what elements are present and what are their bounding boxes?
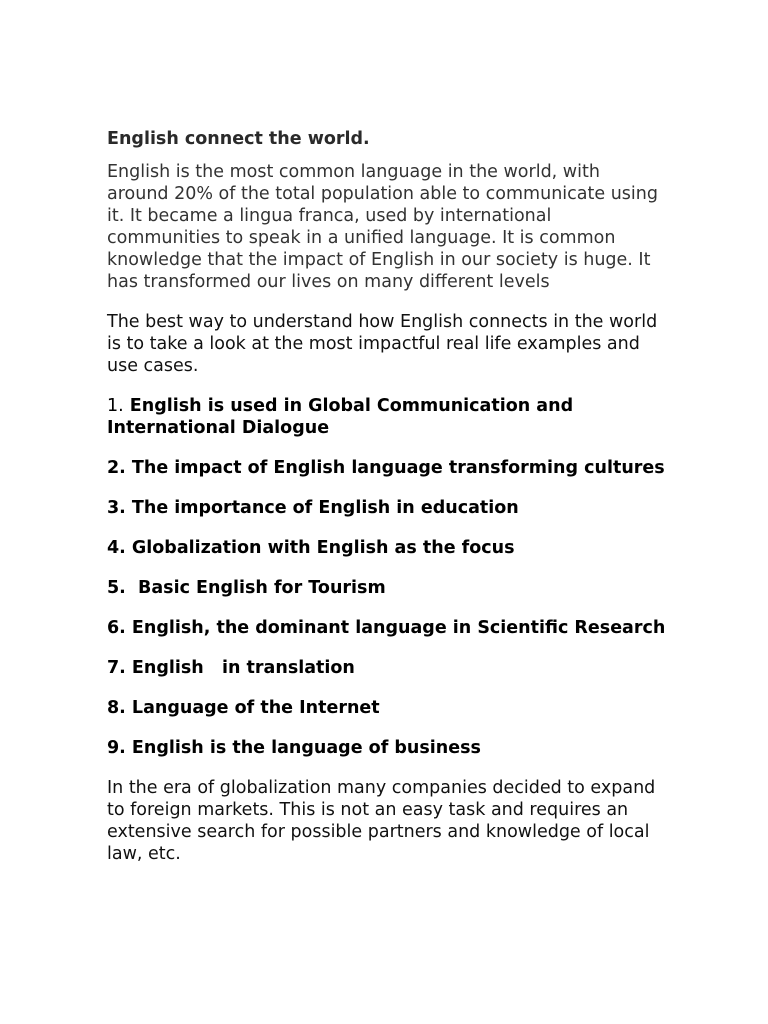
list-item-1 <box>107 395 667 439</box>
document-page <box>107 128 667 883</box>
list-text: Language of the Internet <box>131 698 380 718</box>
list-item-5 <box>107 577 667 599</box>
list-number: 9. <box>107 738 126 758</box>
list-item-8 <box>107 697 667 719</box>
intro-paragraph: English is the most common language in the world, with around 20% of the total population able to communicate using it. It became a lingua franca, used by international communities to speak in a unified language. It is common knowledge that the impact of English in our society is huge. It has transformed our lives on many different levels <box>107 162 658 292</box>
list-text: English is used in Global Communication and International Dialogue <box>107 396 574 438</box>
list-text: English is the language of business <box>131 738 481 758</box>
list-text: Basic English for Tourism <box>138 578 386 598</box>
list-item-4 <box>107 537 667 559</box>
list-text: English in translation <box>131 658 355 678</box>
list-text: The importance of English in education <box>131 498 519 518</box>
list-number: 5. <box>107 578 132 598</box>
list-item-2 <box>107 457 667 479</box>
closing-paragraph: In the era of globalization many companies decided to expand to foreign markets. This is not an easy task and requires an extensive search for possible partners and knowledge of local law, etc. <box>107 778 656 864</box>
list-item-9 <box>107 737 667 759</box>
list-number: 6. <box>107 618 126 638</box>
list-text: English, the dominant language in Scientific Research <box>131 618 666 638</box>
list-text: The impact of English language transforming cultures <box>131 458 665 478</box>
list-item-3 <box>107 497 667 519</box>
list-text: Globalization with English as the focus <box>131 538 515 558</box>
list-item-6 <box>107 617 667 639</box>
list-number: 2. <box>107 458 126 478</box>
list-number: 3. <box>107 498 126 518</box>
list-number: 7. <box>107 658 126 678</box>
document-title: English connect the world. <box>107 129 370 149</box>
list-number: 8. <box>107 698 126 718</box>
list-item-7 <box>107 657 667 679</box>
list-number: 1. <box>107 396 124 416</box>
list-number: 4. <box>107 538 126 558</box>
lead-paragraph: The best way to understand how English connects in the world is to take a look at the most impactful real life examples and use cases. <box>107 312 658 376</box>
